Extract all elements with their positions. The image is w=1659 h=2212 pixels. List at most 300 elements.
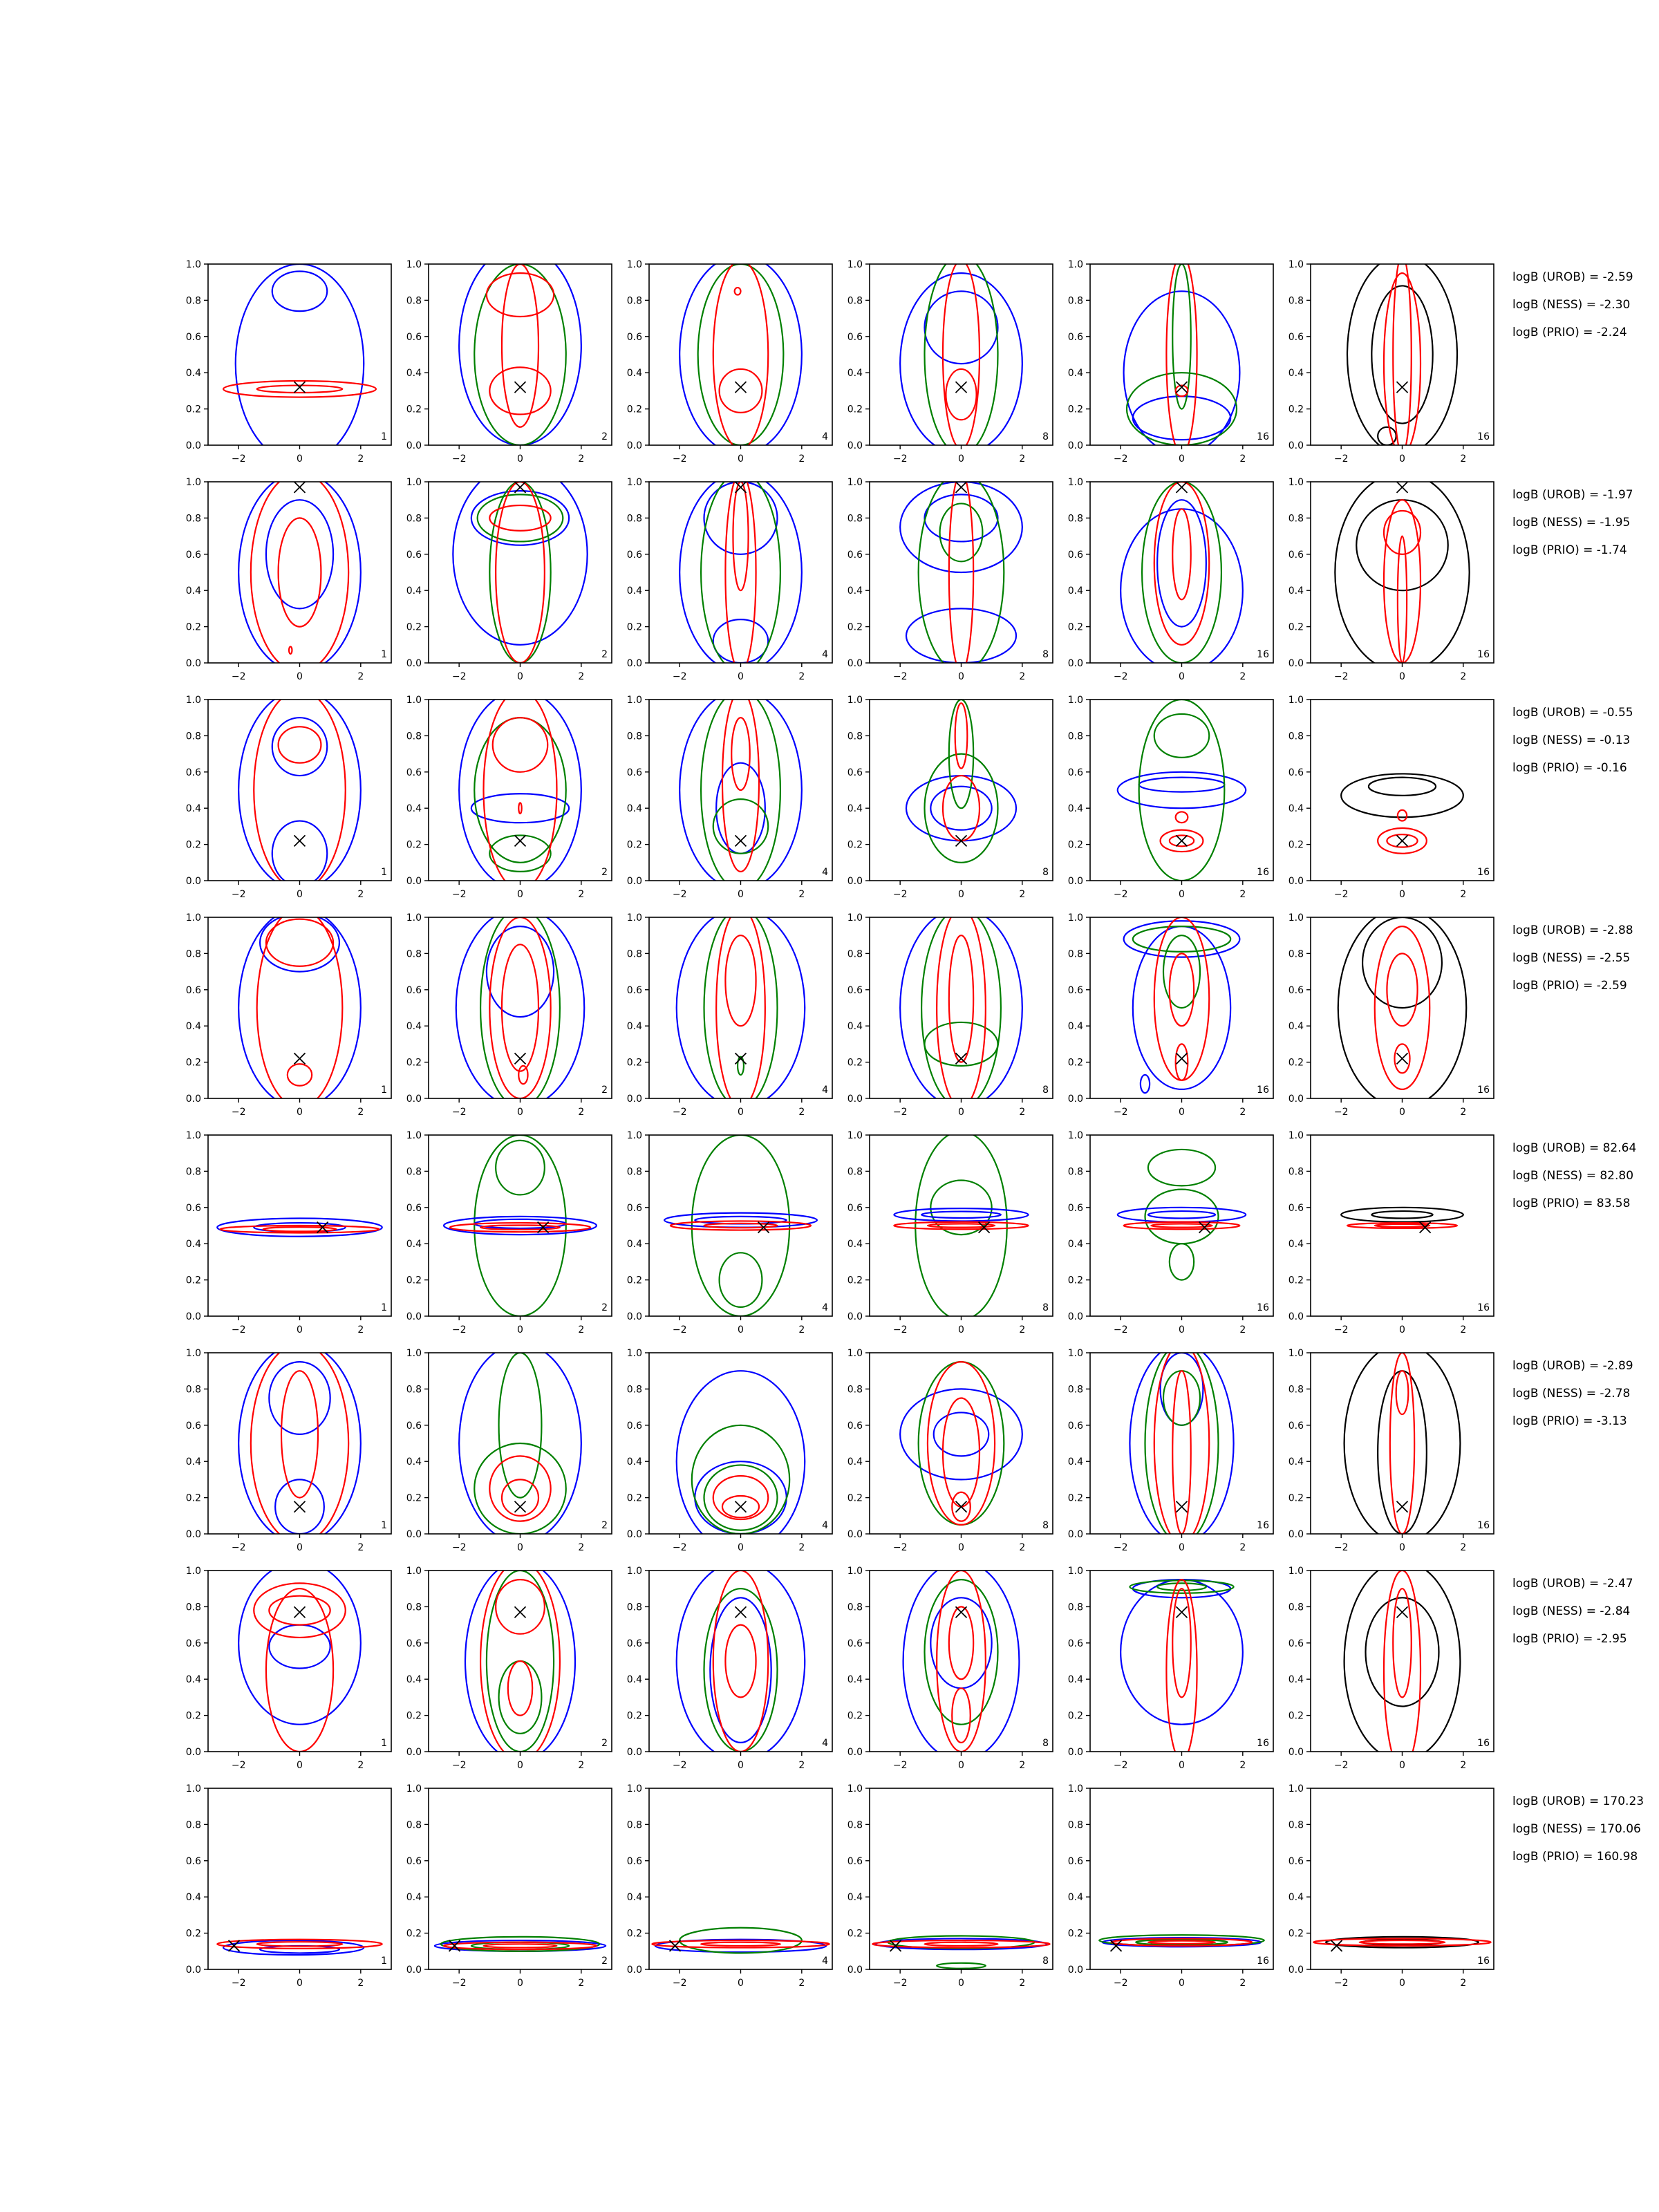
- panel-number-label: 4: [822, 1738, 828, 1749]
- y-tick-label: 0.8: [1067, 1602, 1083, 1613]
- panel-number-label: 2: [601, 649, 608, 660]
- panel-number-label: 1: [381, 1956, 387, 1967]
- x-tick-label: 0: [958, 1107, 964, 1118]
- logb-value-text: logB (UROB) = -2.89: [1512, 1359, 1633, 1373]
- y-tick-label: 1.0: [1067, 259, 1083, 270]
- y-tick-label: 0.4: [406, 1021, 422, 1033]
- x-tick-label: 0: [738, 889, 744, 900]
- x-tick-label: 0: [297, 1760, 303, 1771]
- x-tick-label: 2: [1460, 1324, 1467, 1335]
- x-tick-label: 2: [357, 1324, 364, 1335]
- x-tick-label: −2: [231, 1760, 246, 1771]
- y-tick-label: 0.0: [185, 440, 201, 451]
- y-tick-label: 0.0: [1067, 1311, 1083, 1322]
- x-tick-label: 2: [798, 889, 805, 900]
- x-tick-label: −2: [1113, 1978, 1128, 1989]
- x-tick-label: 0: [1399, 671, 1405, 682]
- x-tick-label: −2: [1333, 1760, 1349, 1771]
- x-tick-label: −2: [672, 889, 687, 900]
- y-tick-label: 0.8: [1288, 1819, 1304, 1831]
- y-tick-label: 0.0: [1067, 1747, 1083, 1758]
- x-tick-label: 2: [1460, 453, 1467, 465]
- x-tick-label: 0: [1179, 1324, 1185, 1335]
- x-tick-label: −2: [231, 889, 246, 900]
- x-tick-label: 2: [357, 671, 364, 682]
- y-tick-label: 0.2: [1067, 1710, 1083, 1722]
- x-tick-label: 0: [517, 1978, 523, 1989]
- x-tick-label: 2: [798, 1107, 805, 1118]
- y-tick-label: 0.8: [847, 1819, 863, 1831]
- y-tick-label: 0.0: [1067, 658, 1083, 669]
- y-tick-label: 0.0: [1288, 876, 1304, 887]
- y-tick-label: 0.4: [1288, 368, 1304, 379]
- y-tick-label: 0.2: [1067, 1928, 1083, 1940]
- panel-number-label: 16: [1477, 867, 1490, 878]
- y-tick-label: 1.0: [626, 477, 642, 488]
- y-tick-label: 0.0: [406, 1311, 422, 1322]
- x-tick-label: 2: [798, 1542, 805, 1553]
- y-tick-label: 0.0: [406, 1094, 422, 1105]
- x-tick-label: −2: [892, 1107, 908, 1118]
- x-tick-label: −2: [451, 1760, 467, 1771]
- x-tick-label: 2: [357, 1760, 364, 1771]
- panel-number-label: 2: [601, 1302, 608, 1313]
- x-tick-label: −2: [1113, 1324, 1128, 1335]
- y-tick-label: 0.2: [406, 1710, 422, 1722]
- x-tick-label: 0: [958, 1324, 964, 1335]
- y-tick-label: 0.2: [185, 1928, 201, 1940]
- y-tick-label: 1.0: [1067, 1566, 1083, 1577]
- x-tick-label: 2: [357, 453, 364, 465]
- x-tick-label: 2: [1460, 889, 1467, 900]
- y-tick-label: 1.0: [1067, 477, 1083, 488]
- y-tick-label: 0.2: [185, 1057, 201, 1069]
- logb-value-text: logB (PRIO) = -2.24: [1512, 326, 1627, 339]
- panel-number-label: 2: [601, 1520, 608, 1531]
- x-tick-label: 2: [1239, 889, 1246, 900]
- panel-number-label: 2: [601, 1956, 608, 1967]
- y-tick-label: 0.2: [1067, 1492, 1083, 1504]
- y-tick-label: 0.8: [1288, 1166, 1304, 1178]
- x-tick-label: 2: [357, 1542, 364, 1553]
- y-tick-label: 1.0: [406, 912, 422, 924]
- y-tick-label: 0.4: [406, 1239, 422, 1250]
- panel-number-label: 1: [381, 649, 387, 660]
- y-tick-label: 0.6: [185, 1638, 201, 1649]
- panel-number-label: 16: [1257, 1738, 1269, 1749]
- y-tick-label: 0.4: [406, 1892, 422, 1904]
- y-tick-label: 0.6: [626, 1638, 642, 1649]
- y-tick-label: 0.6: [406, 1202, 422, 1214]
- y-tick-label: 0.6: [406, 767, 422, 778]
- y-tick-label: 0.0: [1288, 1311, 1304, 1322]
- y-tick-label: 0.4: [1067, 803, 1083, 815]
- y-tick-label: 1.0: [1067, 1348, 1083, 1359]
- x-tick-label: −2: [451, 671, 467, 682]
- y-tick-label: 0.2: [1288, 1710, 1304, 1722]
- x-tick-label: 0: [738, 1542, 744, 1553]
- panel-number-label: 1: [381, 1085, 387, 1096]
- y-tick-label: 0.6: [1288, 1202, 1304, 1214]
- y-tick-label: 0.8: [1288, 948, 1304, 960]
- panel-number-label: 16: [1257, 1085, 1269, 1096]
- panel-number-label: 16: [1257, 649, 1269, 660]
- y-tick-label: 0.0: [1067, 1965, 1083, 1976]
- y-tick-label: 0.4: [1288, 1892, 1304, 1904]
- y-tick-label: 0.8: [1067, 1384, 1083, 1396]
- y-tick-label: 0.8: [626, 295, 642, 307]
- y-tick-label: 0.4: [1067, 1021, 1083, 1033]
- y-tick-label: 0.8: [626, 1819, 642, 1831]
- logb-value-text: logB (NESS) = -0.13: [1512, 733, 1631, 747]
- y-tick-label: 0.4: [406, 803, 422, 815]
- x-tick-label: 2: [1239, 453, 1246, 465]
- y-tick-label: 0.2: [406, 404, 422, 415]
- y-tick-label: 0.4: [1067, 1892, 1083, 1904]
- y-tick-label: 0.8: [406, 1384, 422, 1396]
- y-tick-label: 0.4: [847, 1021, 863, 1033]
- y-tick-label: 0.4: [406, 1456, 422, 1468]
- y-tick-label: 0.4: [406, 585, 422, 597]
- y-tick-label: 0.2: [847, 404, 863, 415]
- y-tick-label: 0.6: [1288, 1855, 1304, 1867]
- y-tick-label: 1.0: [1067, 1130, 1083, 1141]
- y-tick-label: 1.0: [1288, 477, 1304, 488]
- y-tick-label: 0.0: [626, 658, 642, 669]
- y-tick-label: 0.2: [626, 1710, 642, 1722]
- x-tick-label: −2: [892, 1542, 908, 1553]
- x-tick-label: 0: [958, 1542, 964, 1553]
- y-tick-label: 0.0: [626, 1965, 642, 1976]
- logb-value-text: logB (UROB) = -2.88: [1512, 924, 1633, 937]
- y-tick-label: 0.6: [406, 331, 422, 343]
- logb-value-text: logB (PRIO) = -0.16: [1512, 761, 1627, 775]
- x-tick-label: 2: [1019, 453, 1026, 465]
- y-tick-label: 1.0: [626, 1130, 642, 1141]
- x-tick-label: 2: [578, 1107, 585, 1118]
- y-tick-label: 0.6: [626, 1420, 642, 1432]
- x-tick-label: 2: [357, 1978, 364, 1989]
- x-tick-label: 2: [1460, 671, 1467, 682]
- x-tick-label: −2: [1333, 1107, 1349, 1118]
- y-tick-label: 0.0: [847, 658, 863, 669]
- y-tick-label: 0.8: [185, 513, 201, 525]
- y-tick-label: 0.4: [626, 1021, 642, 1033]
- x-tick-label: 0: [517, 671, 523, 682]
- y-tick-label: 0.2: [406, 1057, 422, 1069]
- x-tick-label: 0: [738, 1760, 744, 1771]
- y-tick-label: 0.0: [847, 876, 863, 887]
- y-tick-label: 0.8: [406, 948, 422, 960]
- y-tick-label: 0.8: [406, 731, 422, 742]
- y-tick-label: 0.2: [626, 404, 642, 415]
- y-tick-label: 0.4: [626, 1239, 642, 1250]
- y-tick-label: 0.8: [185, 948, 201, 960]
- y-tick-label: 0.4: [406, 1674, 422, 1686]
- y-tick-label: 1.0: [406, 477, 422, 488]
- y-tick-label: 1.0: [626, 695, 642, 706]
- y-tick-label: 0.4: [1067, 1239, 1083, 1250]
- y-tick-label: 0.4: [185, 803, 201, 815]
- y-tick-label: 0.2: [1288, 1928, 1304, 1940]
- y-tick-label: 0.6: [406, 984, 422, 996]
- x-tick-label: 2: [1019, 889, 1026, 900]
- y-tick-label: 0.8: [626, 1384, 642, 1396]
- x-tick-label: −2: [1113, 1760, 1128, 1771]
- panel-number-label: 16: [1477, 431, 1490, 442]
- y-tick-label: 0.8: [847, 513, 863, 525]
- logb-value-text: logB (NESS) = 170.06: [1512, 1822, 1641, 1836]
- x-tick-label: 2: [357, 1107, 364, 1118]
- y-tick-label: 0.6: [1067, 984, 1083, 996]
- y-tick-label: 1.0: [185, 1348, 201, 1359]
- y-tick-label: 0.6: [847, 984, 863, 996]
- y-tick-label: 0.4: [847, 803, 863, 815]
- y-tick-label: 0.6: [406, 549, 422, 561]
- y-tick-label: 0.2: [185, 621, 201, 633]
- y-tick-label: 1.0: [847, 912, 863, 924]
- x-tick-label: 0: [1179, 1978, 1185, 1989]
- logb-value-text: logB (UROB) = 170.23: [1512, 1794, 1644, 1808]
- y-tick-label: 1.0: [406, 1566, 422, 1577]
- y-tick-label: 0.4: [185, 368, 201, 379]
- y-tick-label: 0.2: [185, 1492, 201, 1504]
- x-tick-label: 0: [738, 453, 744, 465]
- y-tick-label: 0.0: [1067, 1529, 1083, 1540]
- x-tick-label: −2: [1113, 1107, 1128, 1118]
- x-tick-label: 2: [798, 671, 805, 682]
- logb-value-text: logB (UROB) = -2.47: [1512, 1577, 1633, 1591]
- y-tick-label: 0.0: [847, 440, 863, 451]
- y-tick-label: 0.6: [185, 1202, 201, 1214]
- y-tick-label: 0.6: [185, 767, 201, 778]
- y-tick-label: 0.4: [626, 803, 642, 815]
- y-tick-label: 0.8: [185, 1819, 201, 1831]
- y-tick-label: 0.2: [185, 839, 201, 851]
- panel-number-label: 16: [1257, 431, 1269, 442]
- y-tick-label: 0.8: [626, 948, 642, 960]
- x-tick-label: 0: [517, 889, 523, 900]
- y-tick-label: 0.2: [626, 1275, 642, 1286]
- y-tick-label: 0.4: [847, 585, 863, 597]
- panel-number-label: 2: [601, 867, 608, 878]
- logb-value-text: logB (UROB) = -0.55: [1512, 706, 1633, 720]
- x-tick-label: −2: [231, 1107, 246, 1118]
- y-tick-label: 0.2: [1288, 1057, 1304, 1069]
- x-tick-label: 2: [1239, 1760, 1246, 1771]
- y-tick-label: 1.0: [626, 1783, 642, 1794]
- logb-value-text: logB (UROB) = 82.64: [1512, 1141, 1637, 1155]
- y-tick-label: 0.6: [1288, 1420, 1304, 1432]
- x-tick-label: −2: [892, 1324, 908, 1335]
- y-tick-label: 0.0: [626, 1311, 642, 1322]
- y-tick-label: 0.6: [1067, 767, 1083, 778]
- panel-number-label: 2: [601, 1738, 608, 1749]
- x-tick-label: 2: [578, 1978, 585, 1989]
- y-tick-label: 0.6: [626, 984, 642, 996]
- y-tick-label: 1.0: [847, 1348, 863, 1359]
- y-tick-label: 0.8: [406, 1602, 422, 1613]
- x-tick-label: −2: [231, 671, 246, 682]
- y-tick-label: 0.0: [626, 1529, 642, 1540]
- x-tick-label: 0: [738, 1107, 744, 1118]
- logb-value-text: logB (PRIO) = 160.98: [1512, 1850, 1638, 1864]
- y-tick-label: 0.6: [626, 331, 642, 343]
- x-tick-label: 0: [958, 889, 964, 900]
- y-tick-label: 0.2: [1288, 621, 1304, 633]
- x-tick-label: −2: [451, 889, 467, 900]
- y-tick-label: 0.4: [185, 1674, 201, 1686]
- y-tick-label: 0.6: [185, 549, 201, 561]
- x-tick-label: −2: [892, 671, 908, 682]
- y-tick-label: 0.4: [185, 1239, 201, 1250]
- x-tick-label: 0: [517, 1107, 523, 1118]
- y-tick-label: 0.2: [185, 1275, 201, 1286]
- y-tick-label: 0.0: [1067, 876, 1083, 887]
- y-tick-label: 0.0: [406, 1965, 422, 1976]
- y-tick-label: 0.2: [847, 1275, 863, 1286]
- x-tick-label: 2: [1019, 1542, 1026, 1553]
- y-tick-label: 0.2: [1288, 404, 1304, 415]
- y-tick-label: 0.8: [626, 1166, 642, 1178]
- y-tick-label: 0.6: [1288, 549, 1304, 561]
- y-tick-label: 1.0: [847, 259, 863, 270]
- y-tick-label: 0.4: [847, 1892, 863, 1904]
- x-tick-label: 2: [1239, 1324, 1246, 1335]
- y-tick-label: 0.8: [847, 1384, 863, 1396]
- y-tick-label: 0.2: [406, 1275, 422, 1286]
- y-tick-label: 0.2: [1067, 839, 1083, 851]
- x-tick-label: 0: [517, 453, 523, 465]
- x-tick-label: 2: [1460, 1542, 1467, 1553]
- x-tick-label: 0: [297, 1107, 303, 1118]
- x-tick-label: −2: [672, 1107, 687, 1118]
- x-tick-label: 0: [297, 1978, 303, 1989]
- x-tick-label: −2: [672, 1760, 687, 1771]
- x-tick-label: 0: [297, 453, 303, 465]
- y-tick-label: 0.2: [1288, 839, 1304, 851]
- y-tick-label: 0.8: [1288, 513, 1304, 525]
- y-tick-label: 0.6: [847, 1202, 863, 1214]
- panel-number-label: 1: [381, 1302, 387, 1313]
- x-tick-label: 0: [297, 1324, 303, 1335]
- logb-value-text: logB (NESS) = -2.30: [1512, 298, 1631, 312]
- y-tick-label: 0.2: [1067, 1057, 1083, 1069]
- y-tick-label: 0.0: [847, 1529, 863, 1540]
- x-tick-label: −2: [451, 1978, 467, 1989]
- y-tick-label: 0.0: [1288, 1094, 1304, 1105]
- logb-value-text: logB (PRIO) = -1.74: [1512, 543, 1627, 557]
- y-tick-label: 0.8: [847, 295, 863, 307]
- panel-number-label: 4: [822, 1302, 828, 1313]
- panel-number-label: 8: [1042, 1302, 1049, 1313]
- y-tick-label: 0.6: [185, 1420, 201, 1432]
- y-tick-label: 0.2: [1067, 1275, 1083, 1286]
- x-tick-label: 2: [798, 1760, 805, 1771]
- logb-value-text: logB (PRIO) = -2.95: [1512, 1632, 1627, 1646]
- x-tick-label: 0: [1399, 1107, 1405, 1118]
- y-tick-label: 1.0: [626, 1566, 642, 1577]
- y-tick-label: 1.0: [626, 912, 642, 924]
- x-tick-label: −2: [451, 1107, 467, 1118]
- x-tick-label: −2: [1113, 889, 1128, 900]
- panel-number-label: 4: [822, 649, 828, 660]
- panel-number-label: 1: [381, 1520, 387, 1531]
- logb-value-text: logB (PRIO) = 83.58: [1512, 1197, 1631, 1210]
- x-tick-label: 0: [958, 1978, 964, 1989]
- y-tick-label: 1.0: [185, 1566, 201, 1577]
- y-tick-label: 0.6: [1288, 331, 1304, 343]
- x-tick-label: −2: [1333, 671, 1349, 682]
- logb-value-text: logB (PRIO) = -3.13: [1512, 1414, 1627, 1428]
- y-tick-label: 0.2: [847, 839, 863, 851]
- y-tick-label: 0.0: [1288, 1747, 1304, 1758]
- y-tick-label: 0.2: [185, 404, 201, 415]
- y-tick-label: 0.4: [847, 368, 863, 379]
- logb-value-text: logB (NESS) = -2.55: [1512, 951, 1631, 965]
- y-tick-label: 0.2: [626, 621, 642, 633]
- y-tick-label: 0.2: [406, 839, 422, 851]
- y-tick-label: 0.6: [406, 1420, 422, 1432]
- x-tick-label: 0: [1399, 1978, 1405, 1989]
- panel-number-label: 8: [1042, 1738, 1049, 1749]
- y-tick-label: 0.4: [1067, 368, 1083, 379]
- y-tick-label: 0.2: [847, 1928, 863, 1940]
- x-tick-label: 2: [1019, 1107, 1026, 1118]
- y-tick-label: 0.6: [185, 984, 201, 996]
- y-tick-label: 1.0: [406, 1130, 422, 1141]
- y-tick-label: 0.0: [185, 1311, 201, 1322]
- y-tick-label: 0.0: [1067, 1094, 1083, 1105]
- y-tick-label: 0.6: [626, 1202, 642, 1214]
- y-tick-label: 0.6: [847, 1638, 863, 1649]
- y-tick-label: 0.0: [1288, 1965, 1304, 1976]
- y-tick-label: 0.8: [185, 1166, 201, 1178]
- y-tick-label: 0.0: [626, 1747, 642, 1758]
- y-tick-label: 1.0: [626, 1348, 642, 1359]
- x-tick-label: 0: [958, 671, 964, 682]
- y-tick-label: 0.0: [185, 1529, 201, 1540]
- x-tick-label: 2: [578, 1760, 585, 1771]
- y-tick-label: 0.8: [1288, 295, 1304, 307]
- y-tick-label: 1.0: [847, 695, 863, 706]
- x-tick-label: 0: [958, 1760, 964, 1771]
- y-tick-label: 0.4: [626, 1456, 642, 1468]
- y-tick-label: 0.4: [626, 1674, 642, 1686]
- y-tick-label: 0.4: [185, 585, 201, 597]
- y-tick-label: 0.2: [1067, 621, 1083, 633]
- y-tick-label: 0.8: [847, 731, 863, 742]
- y-tick-label: 0.4: [847, 1674, 863, 1686]
- y-tick-label: 0.0: [626, 1094, 642, 1105]
- y-tick-label: 0.2: [1067, 404, 1083, 415]
- x-tick-label: 0: [297, 889, 303, 900]
- y-tick-label: 1.0: [847, 1130, 863, 1141]
- y-tick-label: 0.8: [626, 1602, 642, 1613]
- panel-number-label: 4: [822, 1520, 828, 1531]
- y-tick-label: 0.2: [1288, 1492, 1304, 1504]
- y-tick-label: 0.8: [1288, 1384, 1304, 1396]
- y-tick-label: 0.0: [185, 1094, 201, 1105]
- y-tick-label: 0.0: [185, 1965, 201, 1976]
- y-tick-label: 0.4: [1288, 803, 1304, 815]
- x-tick-label: −2: [892, 453, 908, 465]
- y-tick-label: 1.0: [185, 477, 201, 488]
- y-tick-label: 0.4: [847, 1239, 863, 1250]
- x-tick-label: −2: [1333, 1542, 1349, 1553]
- x-tick-label: 0: [1399, 889, 1405, 900]
- y-tick-label: 0.2: [406, 621, 422, 633]
